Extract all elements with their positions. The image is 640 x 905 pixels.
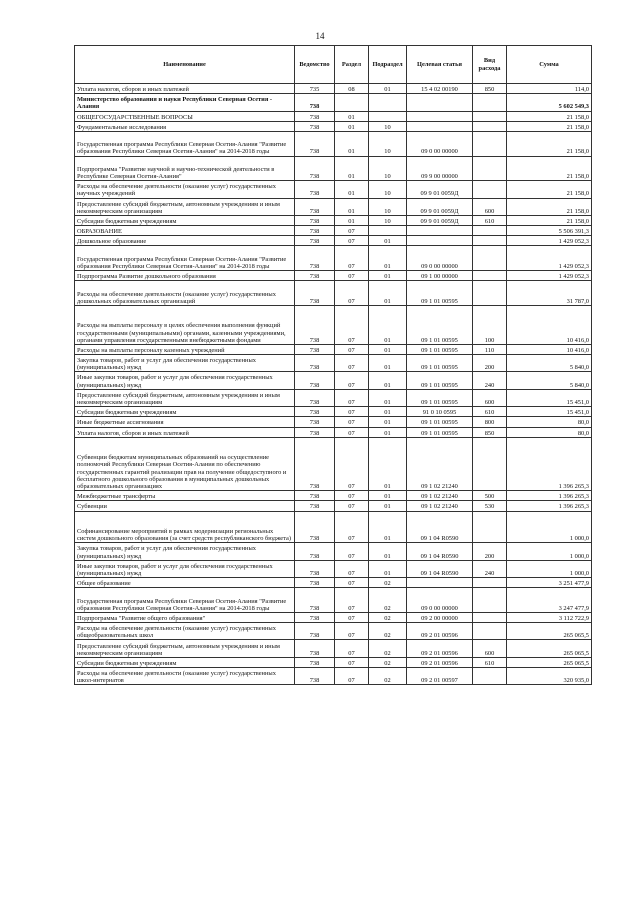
cell-vedomstvo: 738	[295, 246, 335, 271]
cell-name: Субвенции бюджетам муниципальных образований на осуществление полномочий Республики Северная Осетия-Алания по обеспечению государственных гарантий реализации прав на получение общедоступного и бесплатного дошкольного образования в муниципальных дошкольных образовательных организациях	[75, 437, 295, 490]
cell-summa: 21 158,0	[507, 181, 592, 198]
cell-name: Иные закупки товаров, работ и услуг для обеспечения государственных (муниципальных) нужд	[75, 560, 295, 577]
cell-name: ОБРАЗОВАНИЕ	[75, 226, 295, 236]
cell-razdel: 07	[335, 612, 369, 622]
cell-vid-rashoda: 610	[473, 407, 507, 417]
cell-vid-rashoda	[473, 612, 507, 622]
cell-summa: 5 602 549,3	[507, 94, 592, 111]
cell-name: Уплата налогов, сборов и иных платежей	[75, 84, 295, 94]
cell-podrazdel: 02	[369, 623, 407, 640]
cell-vid-rashoda: 850	[473, 427, 507, 437]
cell-razdel: 07	[335, 355, 369, 372]
cell-razdel: 01	[335, 156, 369, 181]
page-number: 14	[315, 31, 325, 41]
cell-vid-rashoda: 600	[473, 198, 507, 215]
cell-podrazdel: 01	[369, 344, 407, 354]
cell-name: Государственная программа Республики Северная Осетия-Алания "Развитие образования Республики Северная Осетия-Алания" на 2014-2018 годы	[75, 588, 295, 613]
cell-celevaya-statya: 09 2 00 00000	[407, 612, 473, 622]
cell-celevaya-statya: 09 9 01 0059Д	[407, 215, 473, 225]
cell-razdel: 07	[335, 588, 369, 613]
cell-name: ОБЩЕГОСУДАРСТВЕННЫЕ ВОПРОСЫ	[75, 111, 295, 121]
cell-vid-rashoda	[473, 156, 507, 181]
table-body	[75, 84, 592, 685]
table-row	[75, 407, 592, 417]
cell-summa: 15 451,0	[507, 389, 592, 406]
cell-name: Предоставление субсидий бюджетным, автономным учреждениям и иным некоммерческим организациям	[75, 640, 295, 657]
table-row	[75, 427, 592, 437]
cell-vedomstvo: 738	[295, 511, 335, 543]
cell-name: Подпрограмма "Развитие общего образования"	[75, 612, 295, 622]
cell-podrazdel: 01	[369, 501, 407, 511]
cell-vedomstvo: 738	[295, 121, 335, 131]
cell-name: Подпрограмма Развитие дошкольного образования	[75, 271, 295, 281]
cell-podrazdel: 02	[369, 640, 407, 657]
cell-podrazdel: 10	[369, 131, 407, 156]
cell-vid-rashoda	[473, 246, 507, 271]
header-summa: Сумма	[507, 46, 592, 84]
cell-vedomstvo: 738	[295, 668, 335, 685]
cell-podrazdel: 02	[369, 588, 407, 613]
cell-vedomstvo: 738	[295, 657, 335, 667]
cell-vid-rashoda: 610	[473, 215, 507, 225]
budget-table	[74, 45, 592, 685]
table-row	[75, 437, 592, 490]
cell-podrazdel: 01	[369, 84, 407, 94]
cell-name: Дошкольное образование	[75, 236, 295, 246]
cell-name: Расходы на обеспечение деятельности (оказание услуг) государственных общеобразовательных школ	[75, 623, 295, 640]
cell-celevaya-statya: 09 9 00 00000	[407, 156, 473, 181]
cell-summa: 10 416,0	[507, 305, 592, 344]
cell-summa: 80,0	[507, 427, 592, 437]
cell-razdel: 07	[335, 305, 369, 344]
table-row	[75, 94, 592, 111]
table-row	[75, 215, 592, 225]
cell-summa: 21 158,0	[507, 198, 592, 215]
cell-razdel: 07	[335, 491, 369, 501]
cell-razdel: 07	[335, 623, 369, 640]
cell-celevaya-statya: 09 2 01 00596	[407, 640, 473, 657]
cell-podrazdel: 01	[369, 389, 407, 406]
cell-vedomstvo: 738	[295, 111, 335, 121]
cell-razdel: 07	[335, 668, 369, 685]
table-row	[75, 389, 592, 406]
cell-name: Расходы на обеспечение деятельности (оказание услуг) государственных школ-интернатов	[75, 668, 295, 685]
cell-razdel: 07	[335, 501, 369, 511]
cell-podrazdel	[369, 94, 407, 111]
cell-vedomstvo: 738	[295, 131, 335, 156]
cell-razdel: 07	[335, 281, 369, 306]
cell-vedomstvo: 738	[295, 389, 335, 406]
cell-vedomstvo: 738	[295, 427, 335, 437]
cell-summa: 5 840,0	[507, 372, 592, 389]
cell-podrazdel: 10	[369, 198, 407, 215]
cell-razdel: 07	[335, 560, 369, 577]
cell-vedomstvo: 738	[295, 623, 335, 640]
cell-vid-rashoda: 500	[473, 491, 507, 501]
cell-podrazdel: 10	[369, 181, 407, 198]
table-row	[75, 417, 592, 427]
cell-celevaya-statya	[407, 121, 473, 131]
cell-vedomstvo: 738	[295, 640, 335, 657]
header-razdel: Раздел	[335, 46, 369, 84]
cell-podrazdel: 02	[369, 578, 407, 588]
cell-podrazdel: 01	[369, 417, 407, 427]
cell-celevaya-statya: 09 1 04 R0590	[407, 560, 473, 577]
table-row	[75, 236, 592, 246]
table-row	[75, 511, 592, 543]
cell-vedomstvo: 738	[295, 437, 335, 490]
table-row	[75, 281, 592, 306]
cell-celevaya-statya: 09 9 01 0059Д	[407, 198, 473, 215]
cell-podrazdel: 01	[369, 246, 407, 271]
cell-celevaya-statya: 09 1 01 00595	[407, 417, 473, 427]
cell-summa: 5 840,0	[507, 355, 592, 372]
cell-summa: 1 000,0	[507, 543, 592, 560]
cell-vedomstvo: 738	[295, 181, 335, 198]
cell-vid-rashoda	[473, 181, 507, 198]
table-row	[75, 578, 592, 588]
cell-vedomstvo: 738	[295, 491, 335, 501]
cell-podrazdel: 01	[369, 437, 407, 490]
cell-celevaya-statya: 09 1 04 R0590	[407, 511, 473, 543]
table-row	[75, 560, 592, 577]
cell-vid-rashoda	[473, 437, 507, 490]
cell-celevaya-statya: 09 1 01 00595	[407, 344, 473, 354]
cell-razdel: 01	[335, 121, 369, 131]
cell-vid-rashoda: 600	[473, 389, 507, 406]
cell-summa: 265 065,5	[507, 640, 592, 657]
cell-name: Государственная программа Республики Северная Осетия-Алания "Развитие образования Республики Северная Осетия-Алания" на 2014-2018 годы	[75, 131, 295, 156]
cell-podrazdel: 01	[369, 427, 407, 437]
table-row	[75, 84, 592, 94]
cell-name: Субвенции	[75, 501, 295, 511]
cell-podrazdel	[369, 111, 407, 121]
cell-vedomstvo: 738	[295, 501, 335, 511]
cell-summa: 1 429 052,3	[507, 271, 592, 281]
cell-celevaya-statya	[407, 578, 473, 588]
cell-name: Государственная программа Республики Северная Осетия-Алания "Развитие образования Республики Северная Осетия-Алания" на 2014-2018 годы	[75, 246, 295, 271]
cell-summa: 21 158,0	[507, 156, 592, 181]
table-row	[75, 501, 592, 511]
cell-summa: 5 506 391,3	[507, 226, 592, 236]
header-vedomstvo: Ведомство	[295, 46, 335, 84]
cell-razdel: 01	[335, 111, 369, 121]
cell-razdel: 07	[335, 246, 369, 271]
cell-vid-rashoda	[473, 94, 507, 111]
cell-name: Закупка товаров, работ и услуг для обеспечения государственных (муниципальных) нужд	[75, 355, 295, 372]
cell-razdel: 07	[335, 437, 369, 490]
cell-podrazdel: 01	[369, 281, 407, 306]
cell-podrazdel: 10	[369, 121, 407, 131]
cell-celevaya-statya: 09 0 00 00000	[407, 246, 473, 271]
cell-vid-rashoda	[473, 668, 507, 685]
cell-summa: 1 429 052,3	[507, 236, 592, 246]
cell-vedomstvo: 738	[295, 560, 335, 577]
cell-summa: 265 065,5	[507, 623, 592, 640]
cell-celevaya-statya: 09 1 02 21240	[407, 491, 473, 501]
cell-summa: 265 065,5	[507, 657, 592, 667]
cell-name: Предоставление субсидий бюджетным, автономным учреждениям и иным некоммерческим организациям	[75, 198, 295, 215]
cell-vedomstvo: 738	[295, 355, 335, 372]
cell-podrazdel: 02	[369, 612, 407, 622]
cell-vedomstvo: 738	[295, 94, 335, 111]
cell-razdel: 07	[335, 640, 369, 657]
cell-summa: 10 416,0	[507, 344, 592, 354]
cell-summa: 1 396 265,3	[507, 491, 592, 501]
cell-vid-rashoda	[473, 578, 507, 588]
cell-celevaya-statya: 15 4 02 00190	[407, 84, 473, 94]
cell-vedomstvo: 735	[295, 84, 335, 94]
cell-podrazdel	[369, 226, 407, 236]
cell-vid-rashoda: 850	[473, 84, 507, 94]
cell-vedomstvo: 738	[295, 305, 335, 344]
table-row	[75, 372, 592, 389]
cell-celevaya-statya: 09 2 01 00596	[407, 657, 473, 667]
cell-celevaya-statya: 09 1 01 00595	[407, 281, 473, 306]
cell-summa: 1 429 052,3	[507, 246, 592, 271]
cell-vedomstvo: 738	[295, 407, 335, 417]
cell-vid-rashoda: 610	[473, 657, 507, 667]
cell-celevaya-statya: 09 1 02 21240	[407, 437, 473, 490]
cell-summa: 320 935,0	[507, 668, 592, 685]
cell-celevaya-statya: 09 1 01 00595	[407, 389, 473, 406]
cell-vedomstvo: 738	[295, 156, 335, 181]
table-row	[75, 156, 592, 181]
cell-vid-rashoda: 240	[473, 372, 507, 389]
cell-podrazdel: 01	[369, 407, 407, 417]
cell-podrazdel: 01	[369, 511, 407, 543]
cell-name: Уплата налогов, сборов и иных платежей	[75, 427, 295, 437]
cell-vedomstvo: 738	[295, 588, 335, 613]
cell-name: Расходы на обеспечение деятельности (оказание услуг) государственных научных учреждений	[75, 181, 295, 198]
cell-vid-rashoda	[473, 623, 507, 640]
cell-name: Предоставление субсидий бюджетным, автономным учреждениям и иным некоммерческим организациям	[75, 389, 295, 406]
table-row	[75, 588, 592, 613]
cell-summa: 15 451,0	[507, 407, 592, 417]
cell-celevaya-statya	[407, 236, 473, 246]
table-row	[75, 543, 592, 560]
cell-celevaya-statya: 09 1 04 R0590	[407, 543, 473, 560]
cell-summa: 21 158,0	[507, 121, 592, 131]
table-row	[75, 657, 592, 667]
cell-razdel: 08	[335, 84, 369, 94]
cell-vid-rashoda: 200	[473, 355, 507, 372]
cell-celevaya-statya: 09 9 01 0059Д	[407, 181, 473, 198]
cell-summa: 1 000,0	[507, 560, 592, 577]
cell-podrazdel: 01	[369, 491, 407, 501]
cell-celevaya-statya: 09 1 01 00595	[407, 427, 473, 437]
cell-summa: 21 158,0	[507, 131, 592, 156]
table-row	[75, 198, 592, 215]
cell-name: Межбюджетные трансферты	[75, 491, 295, 501]
cell-vedomstvo: 738	[295, 372, 335, 389]
cell-vid-rashoda	[473, 226, 507, 236]
cell-vid-rashoda: 200	[473, 543, 507, 560]
cell-summa: 1 396 265,3	[507, 437, 592, 490]
cell-vedomstvo: 738	[295, 281, 335, 306]
table-row	[75, 121, 592, 131]
cell-razdel: 07	[335, 657, 369, 667]
cell-razdel: 07	[335, 236, 369, 246]
cell-name: Закупка товаров, работ и услуг для обеспечения государственных (муниципальных) нужд	[75, 543, 295, 560]
cell-celevaya-statya: 09 1 00 00000	[407, 271, 473, 281]
cell-celevaya-statya: 09 2 01 00596	[407, 623, 473, 640]
cell-podrazdel: 02	[369, 668, 407, 685]
cell-name: Иные закупки товаров, работ и услуг для обеспечения государственных (муниципальных) нужд	[75, 372, 295, 389]
cell-name: Субсидии бюджетным учреждениям	[75, 407, 295, 417]
cell-summa: 114,0	[507, 84, 592, 94]
table-row	[75, 181, 592, 198]
cell-name: Софинансирование мероприятий в рамках модернизации региональных систем дошкольного образования (за счет средств республиканского бюджета)	[75, 511, 295, 543]
cell-vid-rashoda	[473, 131, 507, 156]
cell-razdel: 07	[335, 271, 369, 281]
table-row	[75, 131, 592, 156]
cell-celevaya-statya: 09 2 01 00597	[407, 668, 473, 685]
cell-vid-rashoda: 240	[473, 560, 507, 577]
cell-summa: 21 158,0	[507, 111, 592, 121]
cell-vid-rashoda	[473, 111, 507, 121]
cell-name: Расходы на выплаты персоналу казенных учреждений	[75, 344, 295, 354]
table-row	[75, 226, 592, 236]
cell-vid-rashoda	[473, 271, 507, 281]
cell-vedomstvo: 738	[295, 198, 335, 215]
cell-vid-rashoda	[473, 236, 507, 246]
cell-razdel: 01	[335, 131, 369, 156]
cell-summa: 31 787,0	[507, 281, 592, 306]
header-name: Наименование	[75, 46, 295, 84]
cell-vid-rashoda: 800	[473, 417, 507, 427]
table-row	[75, 623, 592, 640]
cell-razdel: 07	[335, 389, 369, 406]
cell-name: Субсидии бюджетным учреждениям	[75, 657, 295, 667]
table-row	[75, 305, 592, 344]
cell-razdel: 07	[335, 407, 369, 417]
cell-vedomstvo: 738	[295, 344, 335, 354]
cell-razdel: 01	[335, 181, 369, 198]
cell-podrazdel: 10	[369, 156, 407, 181]
cell-celevaya-statya: 09 0 00 00000	[407, 588, 473, 613]
cell-vedomstvo: 738	[295, 271, 335, 281]
cell-celevaya-statya	[407, 94, 473, 111]
cell-razdel: 01	[335, 198, 369, 215]
cell-razdel: 07	[335, 226, 369, 236]
cell-vid-rashoda: 600	[473, 640, 507, 657]
cell-vid-rashoda	[473, 588, 507, 613]
cell-celevaya-statya: 91 0 10 0595	[407, 407, 473, 417]
cell-celevaya-statya	[407, 226, 473, 236]
cell-celevaya-statya: 09 1 02 21240	[407, 501, 473, 511]
cell-summa: 3 251 477,9	[507, 578, 592, 588]
cell-name: Министерство образования и науки Республики Северная Осетия - Алания	[75, 94, 295, 111]
cell-vedomstvo: 738	[295, 215, 335, 225]
header-podrazdel: Подраздел	[369, 46, 407, 84]
cell-vedomstvo: 738	[295, 543, 335, 560]
cell-summa: 1 396 265,3	[507, 501, 592, 511]
table-row	[75, 355, 592, 372]
table-row	[75, 491, 592, 501]
cell-vedomstvo: 738	[295, 417, 335, 427]
cell-podrazdel: 01	[369, 271, 407, 281]
table-row	[75, 271, 592, 281]
cell-razdel: 07	[335, 417, 369, 427]
cell-vedomstvo: 738	[295, 236, 335, 246]
cell-name: Расходы на выплаты персоналу в целях обеспечения выполнения функций государственными (муниципальными) органами, казенными учреждениями, органами управления государственными внебюджетными фондами	[75, 305, 295, 344]
cell-podrazdel: 01	[369, 305, 407, 344]
cell-razdel: 07	[335, 578, 369, 588]
cell-vid-rashoda: 530	[473, 501, 507, 511]
cell-razdel: 07	[335, 511, 369, 543]
cell-celevaya-statya: 09 1 01 00595	[407, 305, 473, 344]
cell-name: Субсидии бюджетным учреждениям	[75, 215, 295, 225]
cell-celevaya-statya: 09 1 01 00595	[407, 355, 473, 372]
cell-podrazdel: 01	[369, 543, 407, 560]
cell-summa: 3 112 722,9	[507, 612, 592, 622]
cell-celevaya-statya: 09 1 01 00595	[407, 372, 473, 389]
table-row	[75, 668, 592, 685]
cell-summa: 3 247 477,9	[507, 588, 592, 613]
table-row	[75, 640, 592, 657]
cell-vid-rashoda	[473, 511, 507, 543]
table-row	[75, 612, 592, 622]
cell-podrazdel: 02	[369, 657, 407, 667]
table-row	[75, 344, 592, 354]
cell-razdel: 07	[335, 427, 369, 437]
cell-summa: 1 000,0	[507, 511, 592, 543]
cell-summa: 80,0	[507, 417, 592, 427]
cell-podrazdel: 01	[369, 560, 407, 577]
cell-podrazdel: 01	[369, 372, 407, 389]
cell-name: Фундаментальные исследования	[75, 121, 295, 131]
header-vid-rashoda: Вид расхода	[473, 46, 507, 84]
cell-razdel: 07	[335, 344, 369, 354]
cell-vid-rashoda: 100	[473, 305, 507, 344]
table-row	[75, 111, 592, 121]
cell-summa: 21 158,0	[507, 215, 592, 225]
cell-vid-rashoda	[473, 121, 507, 131]
cell-celevaya-statya	[407, 111, 473, 121]
table-row	[75, 246, 592, 271]
cell-razdel: 07	[335, 372, 369, 389]
cell-podrazdel: 01	[369, 236, 407, 246]
cell-razdel	[335, 94, 369, 111]
cell-podrazdel: 01	[369, 355, 407, 372]
cell-vid-rashoda	[473, 281, 507, 306]
cell-name: Подпрограмма "Развитие научной и научно-технической деятельности в Республике Северная Осетия-Алания"	[75, 156, 295, 181]
table-header-row	[75, 46, 592, 84]
cell-vedomstvo: 738	[295, 612, 335, 622]
cell-name: Расходы на обеспечение деятельности (оказание услуг) государственных дошкольных образовательных организаций	[75, 281, 295, 306]
cell-name: Иные бюджетные ассигнования	[75, 417, 295, 427]
cell-vid-rashoda: 110	[473, 344, 507, 354]
cell-celevaya-statya: 09 0 00 00000	[407, 131, 473, 156]
cell-razdel: 01	[335, 215, 369, 225]
cell-vedomstvo: 738	[295, 578, 335, 588]
cell-razdel: 07	[335, 543, 369, 560]
cell-name: Общее образование	[75, 578, 295, 588]
cell-podrazdel: 10	[369, 215, 407, 225]
cell-vedomstvo: 738	[295, 226, 335, 236]
header-celevaya-statya: Целевая статья	[407, 46, 473, 84]
